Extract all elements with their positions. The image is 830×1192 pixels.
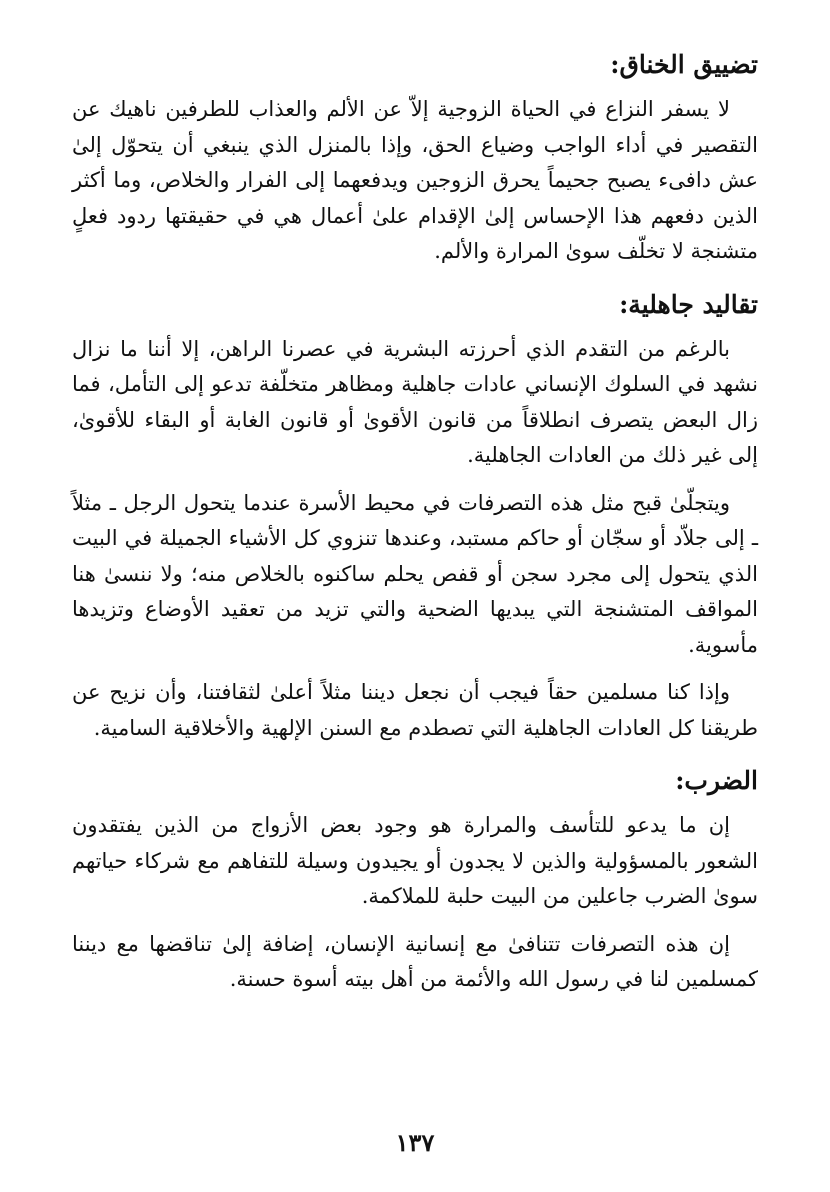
- section-heading: تضييق الخناق:: [610, 50, 758, 79]
- section-heading: تقاليد جاهلية:: [619, 289, 758, 319]
- paragraph: إن هذه التصرفات تتنافىٰ مع إنسانية الإنسان، إضافة إلىٰ تناقضها مع ديننا كمسلمين لنا في رسول الله والأئمة من أهل بيته أسوة حسنة.: [72, 931, 758, 991]
- section-ignorant-traditions: [72, 288, 758, 747]
- section-tightening-grip: [72, 48, 758, 270]
- paragraph: وإذا كنا مسلمين حقاً فيجب أن نجعل ديننا مثلاً أعلىٰ لثقافتنا، وأن نزيح عن طريقنا كل العادات الجاهلية التي تصطدم مع السنن الإلهية والأخلاقية السامية.: [72, 680, 758, 740]
- paragraph: لا يسفر النزاع في الحياة الزوجية إلاّ عن الألم والعذاب للطرفين ناهيك عن التقصير في أداء الواجب وضياع الحق، وإذا بالمنزل الذي ينبغي أن يتحوّل إلىٰ عش دافىء يصبح جحيماً يحرق الزوجين ويدفعهما إلى الفرار والخلاص، وما أكثر الذين دفعهم هذا الإحساس إلىٰ الإقدام علىٰ أعمال هي في حقيقتها ردود فعلٍ متشنجة لا تخلّف سوىٰ المرارة والألم.: [72, 97, 758, 263]
- section-heading: الضرب:: [675, 766, 758, 795]
- paragraph: إن ما يدعو للتأسف والمرارة هو وجود بعض الأزواج من الذين يفتقدون الشعور بالمسؤولية والذين لا يجدون أو يجيدون وسيلة للتفاهم مع شركاء حياتهم سوىٰ الضرب جاعلين من البيت حلبة للملاكمة.: [72, 813, 758, 908]
- page-number: ١٣٧: [395, 1128, 435, 1157]
- paragraph: ويتجلّىٰ قبح مثل هذه التصرفات في محيط الأسرة عندما يتحول الرجل ـ مثلاً ـ إلى جلاّد أو سجّان أو حاكم مستبد، وعندها تنزوي كل الأشياء الجميلة في البيت الذي يتحول إلى مجرد سجن أو قفص يحلم ساكنوه بالخلاص منه؛ ولا ننسىٰ هنا المواقف المتشنجة التي يبديها الضحية والتي تزيد من تعقيد الأوضاع وتزيدها مأسوية.: [72, 490, 758, 657]
- paragraph: بالرغم من التقدم الذي أحرزته البشرية في عصرنا الراهن، إلا أننا ما نزال نشهد في السلوك الإنساني عادات جاهلية ومظاهر متخلّفة تدعو إلى التأمل، فما زال البعض يتصرف انطلاقاً من قانون الأقوىٰ أو قانون الغابة أو البقاء للأقوىٰ، إلى غير ذلك من العادات الجاهلية.: [72, 336, 758, 467]
- section-beating: [72, 764, 758, 998]
